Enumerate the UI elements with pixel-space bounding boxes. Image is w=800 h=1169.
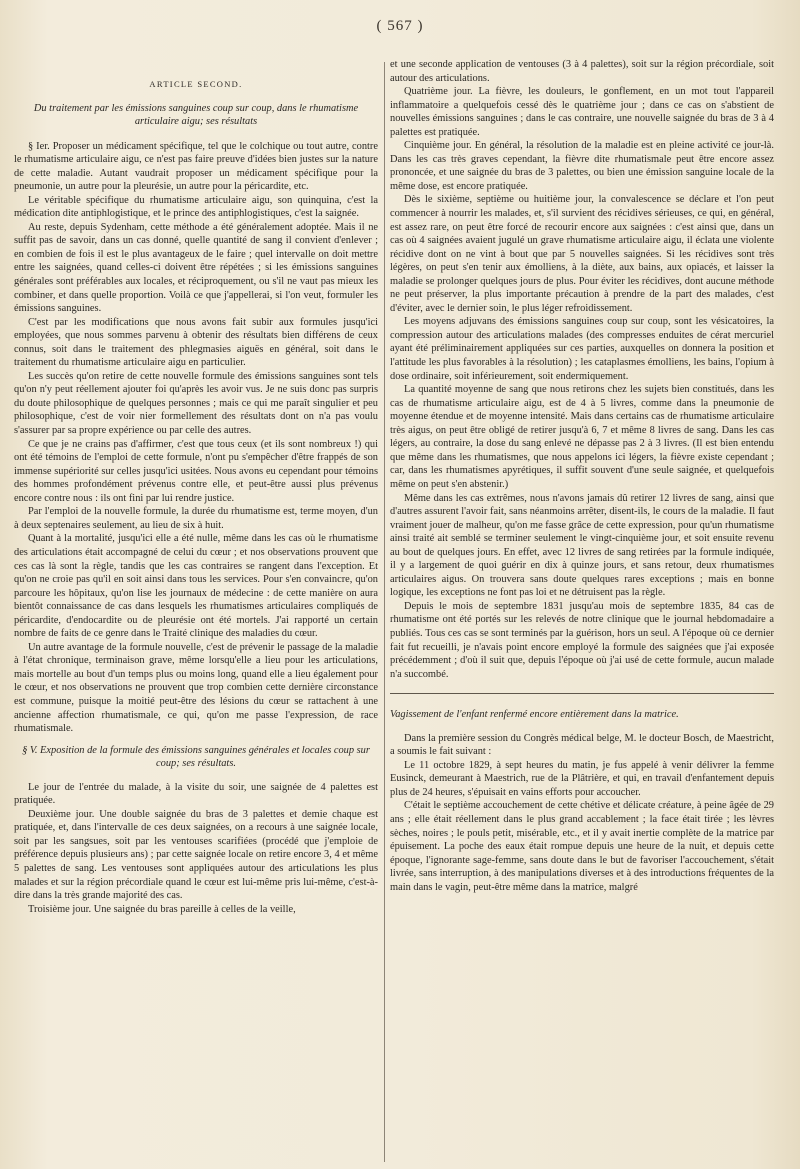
paragraph: La quantité moyenne de sang que nous retirons chez les sujets bien constitués, dans les cas de rhumatisme articulaire aigu, est de 4 à 5 livres, comme dans la pneumonie de moyenne étendue et de moyenne intensité. Mais dans certains cas de rhumatisme articulaire très aigus, on peut être obligé de retirer jusqu'à 6, 7 et même 8 livres de sang. Dans les cas légers, au contraire, la dose du sang enlevé ne dépasse pas 2 à 3 livres. (Il est bien entendu que même dans les rhumatismes, que nous appelons ici légers, la fièvre existe cependant ; car, dans les rhumatismes apyrétiques, il suffit souvent d'une seule saignée, et quelquefois même on peut s'en abstenir.) (390, 384, 774, 490)
paragraph: Un autre avantage de la formule nouvelle, c'est de prévenir le passage de la maladie à l'état chronique, terminaison grave, même lorsqu'elle a lieu pour les articulations, mais mortelle au bout d'un temps plus ou moins long, quand elle a lieu également pour le cœur, et nos observations ne prouvent que trop combien cette dernière circonstance est commune, puisque la moitié peut-être des lésions du cœur se rattachent à une ancienne affection rhumatismale, ce qui, qu'on me passe l'expression, de race rhumatismale. (14, 641, 378, 735)
paragraph: Le jour de l'entrée du malade, à la visite du soir, une saignée de 4 palettes est pratiquée. (14, 781, 378, 807)
paragraph: Au reste, depuis Sydenham, cette méthode a été généralement adoptée. Mais il ne suffit pas de savoir, dans un cas donné, quelle quantité de sang il convient d'enlever ; en combien de fois il est le plus avantageux de le faire ; quel intervalle on doit mettre entre les saignées, quand celles-ci doivent être répétées ; si les émissions sanguines générales sont préférables aux locales, et réciproquement, ou s'il ne vaut pas mieux les combiner, et dans quelle proportion. Voilà ce que j'appellerai, si l'on veut, formuler les émissions sanguines. (14, 221, 378, 315)
paragraph: Dans la première session du Congrès médical belge, M. le docteur Bosch, de Maestricht, a soumis le fait suivant : (390, 732, 774, 758)
section-title: Vagissement de l'enfant renfermé encore entièrement dans la matrice. (390, 709, 679, 721)
section-title: § V. Exposition de la formule des émissions sanguines générales et locales coup sur coup; ses résultats. (22, 744, 370, 770)
paragraph: C'est par les modifications que nous avons fait subir aux formules jusqu'ici employées, que nous sommes parvenu à obtenir des résultats bien différens de ceux connus, soit dans le traitement des phlegmasies aiguës en général, soit dans le traitement du rhumatisme articulaire aigu en particulier. (14, 316, 378, 369)
paragraph: Troisième jour. Une saignée du bras pareille à celles de la veille, (28, 903, 296, 915)
paragraph: Par l'emploi de la nouvelle formule, la durée du rhumatisme est, terme moyen, d'un à deux septenaires seulement, au lieu de six à huit. (14, 506, 378, 531)
paragraph: Les succès qu'on retire de cette nouvelle formule des émissions sanguines sont tels qu'on n'y peut réellement ajouter foi qu'après les avoir vus. Je ne suis donc pas surpris du doute philosophique de quelques personnes ; mais ce qui me paraît singulier et peu philosophique, c'est de voir nier formellement des résultats dont on n'a pas voulu s'assurer par sa propre expérience ou par celle des autres. (14, 370, 378, 437)
article-heading: ARTICLE SECOND. (149, 79, 243, 89)
paragraph: Quant à la mortalité, jusqu'ici elle a été nulle, même dans les cas où le rhumatisme des articulations était accompagné de celui du cœur ; et nos observations prouvent que ces cas là sont la règle, tandis que les cas contraires se rangent dans l'exception. Et qu'on ne croie pas qu'il en soit ainsi dans tous les services. Pour s'en convaincre, qu'on parcoure les hôpitaux, qu'on lise les journaux de médecine : de cette manière on aura bientôt connaissance de cas dans lesquels les rhumatismes articulaires compliqués de péricardite, d'endocardite ou de pleurésie ont été mortels. J'ai rapporté un certain nombre de faits de ce genre dans le Traité clinique des maladies du cœur. (14, 533, 378, 640)
paragraph: Les moyens adjuvans des émissions sanguines coup sur coup, sont les vésicatoires, la compression autour des articulations malades (des compresses enduites de cérat mercuriel ayant été préliminairement appliquées sur ces parties, auxquelles on donnera la position et l'attitude les plus favorables à la résolution) ; les cataplasmes émolliens, les bains, l'opium à dose ordinaire, soit inférieurement, soit endermiquement. (390, 316, 774, 382)
column-divider (384, 62, 385, 1162)
paragraph: Le véritable spécifique du rhumatisme articulaire aigu, son quinquina, c'est la médication dite antiphlogistique, et le prince des antiphlogistiques, c'est la saignée. (14, 194, 378, 220)
paragraph: Deuxième jour. Une double saignée du bras de 3 palettes et demie chaque est pratiquée, et, dans l'intervalle de ces deux saignées, on a recours à une saignée locale, soit par les sangsues, soit par les ventouses scarifiées (procédé que j'emploie de préférence depuis plusieurs ans) ; par cette saignée locale on retire encore 3, 4 et même 5 palettes de sang. Les ventouses sont appliquées autour des articulations les plus malades et sur la région précordiale quand le cœur est lui-même pris lui-même, c'est-à-dire dans la très grande majorité des cas. (14, 808, 378, 902)
paragraph: Cinquième jour. En général, la résolution de la maladie est en pleine activité ce jour-là. Dans les cas très graves cependant, la fièvre dite rhumatismale peut être encore assez prononcée, et une saignée du bras de 3 palettes, ou bien une émission sanguine locale de la même dose, est encore pratiquée. (390, 140, 774, 192)
article-subtitle: Du traitement par les émissions sanguines coup sur coup, dans le rhumatisme articulaire aigu; ses résultats (33, 102, 359, 127)
paragraph: C'était le septième accouchement de cette chétive et délicate créature, à peine âgée de 29 ans ; elle était réellement dans le plus grand accablement ; la face était tirée ; les lèvres sèches, noires ; le pouls petit, misérable, etc., et il y avait inertie complète de la matrice par épuisement. La poche des eaux était rompue depuis une heure de la nuit, et depuis cette époque, l'ignorante sage-femme, sans doute dans le but de favoriser l'accouchement, s'était livrée, sans interruption, à des manipulations diverses et à des introductions fréquentes de la main dans le vagin, peut-être même dans la matrice, malgré (390, 800, 774, 893)
paragraph: Ce que je ne crains pas d'affirmer, c'est que tous ceux (et ils sont nombreux !) qui ont été témoins de l'emploi de cette formule, n'ont pu s'empêcher d'être frappés de son immense supériorité sur celles jusqu'ici usitées. Nous avons eu cependant pour témoins des hommes profondément prévenus contre elle, et peut-être aussi plus prévenus encore contre nous : ils ont fini par lui rendre justice. (14, 438, 378, 504)
paragraph: Depuis le mois de septembre 1831 jusqu'au mois de septembre 1835, 84 cas de rhumatisme ont été portés sur les relevés de notre clinique que le journal hebdomadaire a publiés. Tous ces cas se sont terminés par la guérison, hors un seul. A l'époque où ce dernier fait fut recueilli, je n'avais point encore employé la formule des saignées que j'ai exposée précédemment ; d'où il suit que, depuis l'époque où j'ai usé de cette formule, aucun malade n'a succombé. (390, 600, 774, 680)
page-number: ( 567 ) (376, 18, 424, 34)
section-rule (390, 693, 774, 694)
paragraph: § Ier. Proposer un médicament spécifique, tel que le colchique ou tout autre, contre le rhumatisme articulaire aigu, ce n'est pas faire preuve d'idées bien justes sur la nature de cette maladie. Autant vaudrait proposer un médicament spécifique pour la pneumonie, un autre pour la pleurésie, un autre pour la péricardite, etc. (14, 140, 378, 193)
right-column (390, 58, 774, 1163)
left-column (14, 58, 378, 1163)
paragraph: Même dans les cas extrêmes, nous n'avons jamais dû retirer 12 livres de sang, ainsi que d'autres assurent l'avoir fait, sans néanmoins arrêter, disent-ils, le cours de la maladie. Il faut vraiment jouer de malheur, qu'on me fasse grâce de cette expression, pour qu'un rhumatisme ainsi traité ait semblé se terminer seulement le vingt-cinquième jour, et soit ensuite revenu au bout de quelques jours. En effet, avec 12 livres de sang retirées par la formule indiquée, il y a largement de quoi guérir en dix à quinze jours, et sans retour, deux rhumatismes articulaires aigus. On trouvera sans doute quelques rares exceptions ; mais en bonne logique, les exceptions ne font pas loi et ne détruisent pas la règle. (390, 492, 774, 599)
paragraph: Dès le sixième, septième ou huitième jour, la convalescence se déclare et l'on peut commencer à nourrir les malades, et, s'il survient des récidives sérieuses, ce qui, en général, est assez rare, on peut être forcé de recourir encore aux saignées : c'est ainsi que, dans un cas où 4 saignées avaient jugulé un grave rhumatisme articulaire aigu, il éclata une violente récidive dont on ne vint à bout que par 5 nouvelles saignées. Si les récidives sont très légères, on peut s'en tenir aux émolliens, à la diète, aux bains, aux opiacés, et laisser la maladie se prolonger quelques jours de plus. Pour éviter les récidives, dont aucune méthode ne peut préserver, la plus importante précaution à prendre de la part des malades, c'est d'éviter, avec le dernier soin, le plus léger refroidissement. (390, 194, 774, 314)
paragraph: Quatrième jour. La fièvre, les douleurs, le gonflement, en un mot tout l'appareil inflammatoire a quelquefois cessé dès le quatrième jour ; dans ce cas on s'abstient de nouvelles émissions sanguines ; dans le cas contraire, une nouvelle saignée du bras de 3 à 4 palettes est pratiquée. (390, 86, 774, 138)
paragraph: et une seconde application de ventouses (3 à 4 palettes), soit sur la région précordiale, soit autour des articulations. (390, 59, 774, 84)
paragraph: Le 11 octobre 1829, à sept heures du matin, je fus appelé à venir délivrer la femme Eusinck, demeurant à Maestrich, rue de la Plâtrière, et qui, en travail d'enfantement depuis plus de 24 heures, s'épuisait en vains efforts pour accoucher. (390, 759, 774, 798)
